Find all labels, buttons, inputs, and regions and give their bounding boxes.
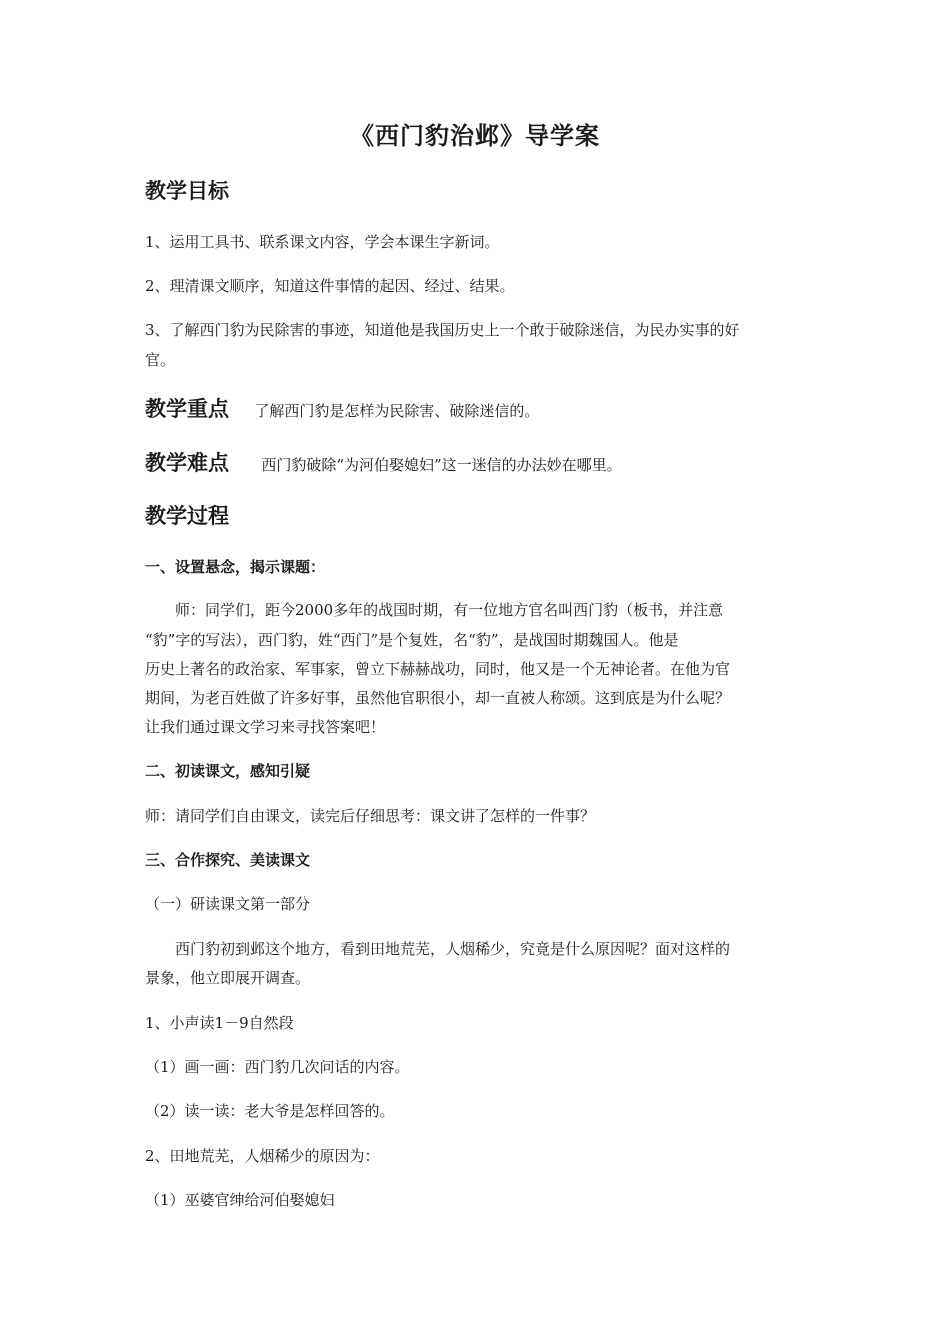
- difficulty-heading: 教学难点: [145, 451, 229, 475]
- section-1-heading: 一、设置悬念，揭示课题：: [145, 558, 326, 576]
- goal-item-1: 1、运用工具书、联系课文内容，学会本课生字新词。: [145, 233, 500, 251]
- section-1-line-4: 期间，为老百姓做了许多好事，虽然他官职很小，却一直被人称颂。这到底是为什么呢？: [145, 689, 731, 707]
- goals-heading: 教学目标: [145, 179, 229, 203]
- key-point-row: [145, 393, 539, 423]
- goal-item-3: 3、了解西门豹为民除害的事迹，知道他是我国历史上一个敢于破除迷信，为民办实事的好: [145, 321, 740, 339]
- section-2-heading: 二、初读课文，感知引疑: [145, 762, 311, 780]
- step-1a: （1）画一画：西门豹几次问话的内容。: [145, 1058, 410, 1076]
- section-2-text: 师：请同学们自由课文，读完后仔细思考：课文讲了怎样的一件事？: [145, 807, 596, 825]
- step-2: 2、田地荒芜，人烟稀少的原因为：: [145, 1147, 380, 1165]
- section-1-line-3: 历史上著名的政治家、军事家，曾立下赫赫战功，同时，他又是一个无神论者。在他为官: [145, 660, 731, 678]
- step-2a: （1）巫婆官绅给河伯娶媳妇: [145, 1191, 335, 1209]
- section-3-heading: 三、合作探究、美读课文: [145, 851, 311, 869]
- key-point-text: 了解西门豹是怎样为民除害、破除迷信的。: [254, 402, 540, 420]
- section-3-intro-2: 景象，他立即展开调查。: [145, 969, 311, 987]
- section-1-line-1: 师：同学们，距今2000多年的战国时期，有一位地方官名叫西门豹（板书，并注意: [175, 601, 724, 619]
- goal-item-2: 2、理清课文顺序，知道这件事情的起因、经过、结果。: [145, 277, 515, 295]
- section-3-intro-1: 西门豹初到邺这个地方，看到田地荒芜，人烟稀少，究竟是什么原因呢？面对这样的: [175, 940, 731, 958]
- key-point-heading: 教学重点: [145, 397, 229, 421]
- section-3-subheading: （一）研读课文第一部分: [145, 895, 311, 913]
- step-1b: （2）读一读：老大爷是怎样回答的。: [145, 1102, 395, 1120]
- difficulty-text: 西门豹破除“为河伯娶媳妇”这一迷信的办法妙在哪里。: [261, 456, 622, 474]
- step-1: 1、小声读1－9自然段: [145, 1014, 294, 1032]
- document-title: 《西门豹治邺》导学案: [350, 121, 600, 150]
- goal-item-3-cont: 官。: [145, 351, 176, 369]
- difficulty-row: [145, 447, 622, 477]
- process-heading: 教学过程: [145, 504, 229, 528]
- section-1-line-2: “豹”字的写法），西门豹，姓“西门”是个复姓，名“豹”，是战国时期魏国人。他是: [145, 631, 679, 649]
- section-1-line-5: 让我们通过课文学习来寻找答案吧！: [145, 718, 386, 736]
